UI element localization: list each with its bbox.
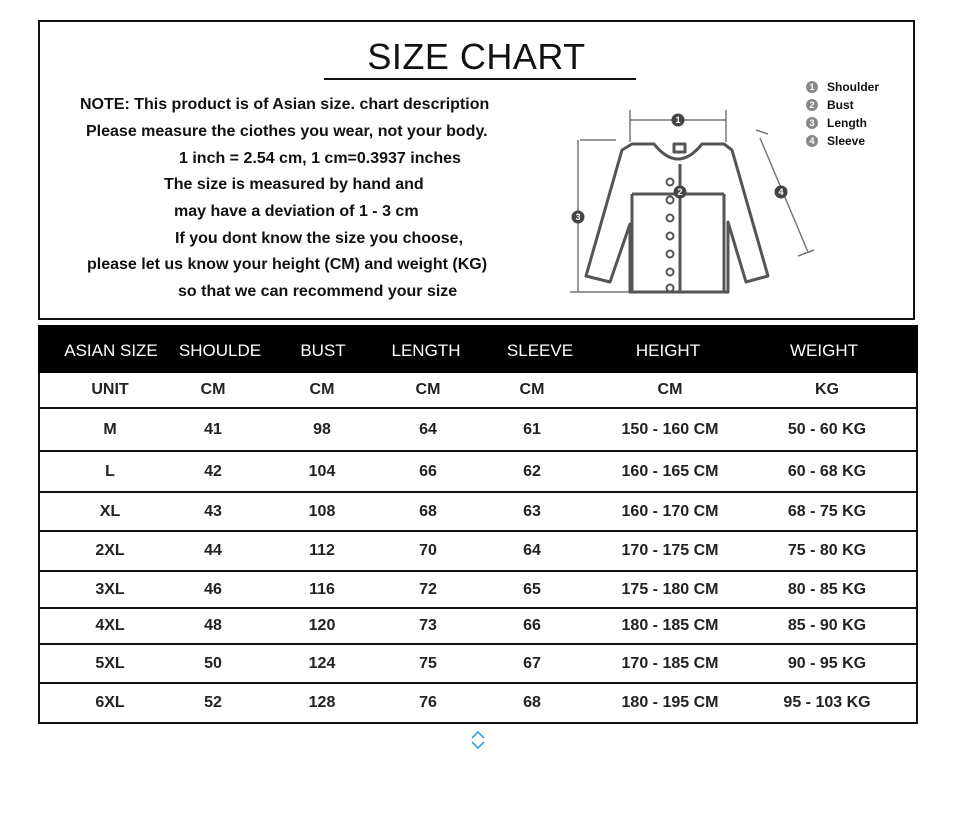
table-row bbox=[38, 684, 918, 724]
table-cell: 170 - 175 CM bbox=[621, 542, 719, 559]
title-underline bbox=[324, 78, 636, 80]
table-cell: 64 bbox=[523, 542, 541, 559]
unit-cell: KG bbox=[815, 381, 839, 398]
table-cell: 68 - 75 KG bbox=[787, 502, 867, 520]
table-cell: 46 bbox=[204, 580, 222, 598]
table-row bbox=[38, 409, 918, 452]
table-cell: 67 bbox=[523, 654, 541, 672]
table-header-row bbox=[38, 325, 918, 373]
table-cell: 63 bbox=[523, 502, 541, 520]
table-cell: 120 bbox=[308, 617, 336, 634]
table-cell: 6XL bbox=[95, 694, 125, 711]
table-cell: 64 bbox=[419, 420, 437, 438]
legend-label: Length bbox=[827, 116, 867, 130]
table-cell: 66 bbox=[419, 462, 437, 480]
column-header: BUST bbox=[300, 341, 346, 360]
legend-item bbox=[806, 114, 879, 132]
note-line: NOTE: This product is of Asian size. chart description bbox=[80, 96, 490, 113]
table-cell: 124 bbox=[308, 654, 336, 672]
column-header: HEIGHT bbox=[635, 341, 701, 360]
note-line: 1 inch = 2.54 cm, 1 cm=0.3937 inches bbox=[179, 150, 461, 167]
table-cell: 160 - 165 CM bbox=[621, 462, 719, 480]
table-cell: 175 - 180 CM bbox=[621, 580, 719, 598]
legend-item bbox=[806, 132, 879, 150]
table-cell: L bbox=[105, 462, 115, 480]
diagram-marker-sleeve: 4 bbox=[778, 187, 784, 197]
legend-label: Sleeve bbox=[827, 134, 866, 148]
unit-cell: CM bbox=[415, 381, 441, 398]
size-table bbox=[38, 325, 918, 724]
unit-row bbox=[38, 373, 918, 409]
size-chart-info-box bbox=[38, 20, 915, 320]
table-cell: 61 bbox=[523, 420, 541, 438]
table-cell: 160 - 170 CM bbox=[621, 502, 719, 520]
table-cell: M bbox=[103, 420, 117, 438]
chevron-up-down-icon[interactable] bbox=[469, 729, 487, 751]
table-cell: 90 - 95 KG bbox=[787, 654, 867, 672]
legend-number: 1 bbox=[806, 81, 818, 93]
legend-number: 3 bbox=[806, 117, 818, 129]
note-line: Please measure the ciothes you wear, not your body. bbox=[86, 123, 488, 140]
note-line: The size is measured by hand and bbox=[164, 176, 424, 193]
table-row bbox=[38, 532, 918, 572]
legend-label: Shoulder bbox=[827, 80, 880, 94]
unit-cell: CM bbox=[519, 381, 545, 398]
table-cell: 44 bbox=[204, 542, 222, 559]
page-title: SIZE CHART bbox=[367, 36, 586, 77]
table-cell: 3XL bbox=[95, 580, 125, 598]
column-header: ASIAN SIZE bbox=[64, 341, 158, 360]
table-row bbox=[38, 572, 918, 609]
table-cell: 5XL bbox=[95, 654, 125, 672]
diagram-marker-bust: 2 bbox=[677, 187, 683, 197]
legend-number: 4 bbox=[806, 135, 818, 147]
note-line: may have a deviation of 1 - 3 cm bbox=[174, 203, 419, 220]
table-cell: 68 bbox=[419, 502, 437, 520]
column-header: WEIGHT bbox=[790, 341, 858, 360]
table-row bbox=[38, 493, 918, 532]
table-cell: 43 bbox=[204, 502, 222, 520]
table-cell: 42 bbox=[204, 462, 222, 480]
legend-label: Bust bbox=[827, 98, 854, 112]
table-cell: 65 bbox=[523, 580, 541, 598]
column-header: LENGTH bbox=[391, 341, 461, 360]
table-cell: 150 - 160 CM bbox=[621, 420, 719, 438]
table-cell: 76 bbox=[419, 694, 437, 711]
table-row bbox=[38, 609, 918, 645]
table-cell: 80 - 85 KG bbox=[787, 580, 867, 598]
table-cell: 2XL bbox=[95, 542, 125, 559]
table-cell: 72 bbox=[419, 580, 437, 598]
table-cell: 50 - 60 KG bbox=[787, 420, 867, 438]
unit-cell: UNIT bbox=[91, 381, 129, 398]
table-cell: 116 bbox=[309, 580, 335, 598]
unit-cell: CM bbox=[309, 381, 335, 398]
column-header: SLEEVE bbox=[506, 341, 574, 360]
table-cell: 104 bbox=[308, 462, 336, 480]
table-cell: 180 - 185 CM bbox=[621, 617, 719, 634]
table-cell: 73 bbox=[419, 617, 437, 634]
table-body bbox=[38, 373, 918, 724]
table-cell: 70 bbox=[419, 542, 437, 559]
table-cell: 112 bbox=[309, 542, 335, 559]
table-cell: 66 bbox=[523, 617, 541, 634]
table-cell: 62 bbox=[523, 462, 541, 480]
table-row bbox=[38, 645, 918, 684]
table-cell: 52 bbox=[204, 694, 222, 711]
measurement-legend bbox=[806, 78, 879, 150]
diagram-marker-shoulder: 1 bbox=[675, 115, 681, 125]
table-cell: 95 - 103 KG bbox=[783, 694, 871, 711]
table-cell: 75 - 80 KG bbox=[787, 542, 867, 559]
table-cell: 60 - 68 KG bbox=[787, 462, 867, 480]
column-header: SHOULDE bbox=[178, 341, 262, 360]
unit-cell: CM bbox=[200, 381, 226, 398]
note-line: please let us know your height (CM) and weight (KG) bbox=[87, 256, 488, 273]
table-cell: 170 - 185 CM bbox=[621, 654, 719, 672]
legend-number: 2 bbox=[806, 99, 818, 111]
table-cell: 180 - 195 CM bbox=[621, 694, 719, 711]
legend-item bbox=[806, 78, 879, 96]
unit-cell: CM bbox=[657, 381, 683, 398]
diagram-marker-length: 3 bbox=[575, 212, 581, 222]
legend-item bbox=[806, 96, 879, 114]
table-cell: 48 bbox=[204, 617, 222, 634]
note-line: If you dont know the size you choose, bbox=[175, 230, 464, 247]
table-cell: 68 bbox=[523, 694, 541, 711]
jacket-measurement-diagram bbox=[560, 102, 820, 302]
table-cell: 108 bbox=[308, 502, 336, 520]
table-cell: 41 bbox=[204, 420, 222, 438]
table-cell: 75 bbox=[419, 654, 437, 672]
table-cell: 85 - 90 KG bbox=[787, 617, 867, 634]
table-cell: 50 bbox=[204, 654, 222, 672]
note-line: so that we can recommend your size bbox=[178, 283, 458, 300]
table-cell: 128 bbox=[308, 694, 336, 711]
table-cell: 98 bbox=[313, 420, 331, 438]
table-cell: 4XL bbox=[95, 617, 125, 634]
table-row bbox=[38, 452, 918, 493]
table-cell: XL bbox=[99, 502, 121, 520]
